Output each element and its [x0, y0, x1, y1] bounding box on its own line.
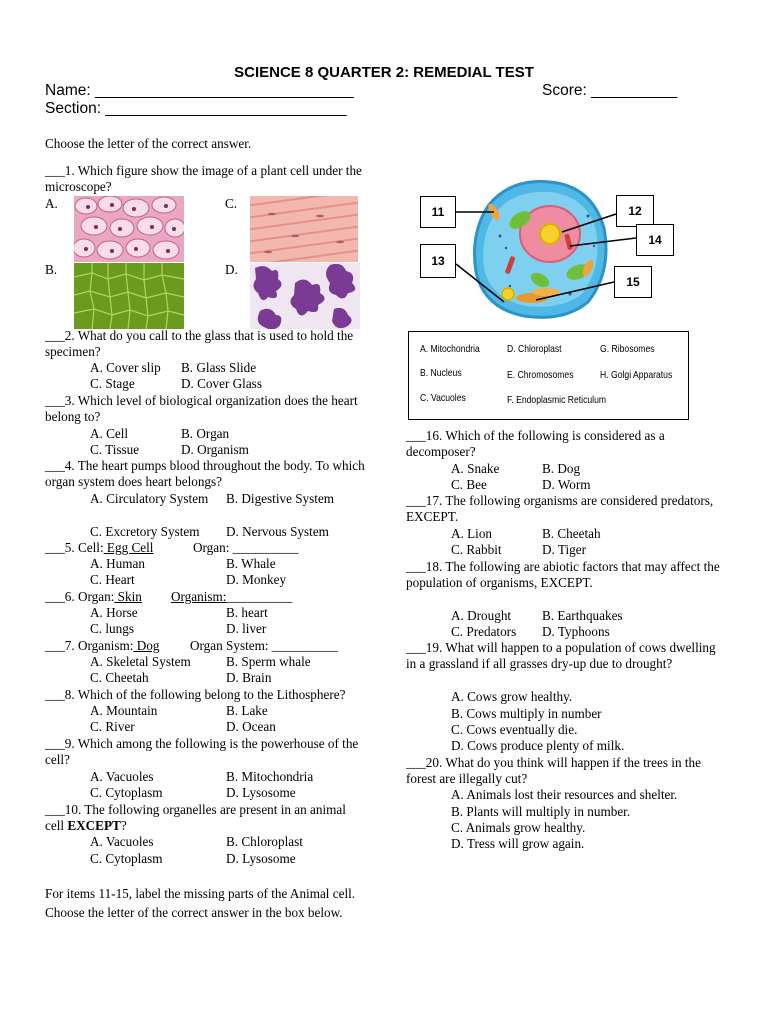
question-4: ___4. The heart pumps blood throughout the body. To which organ system does heart belongs? — [45, 458, 365, 490]
micrograph-a-image — [74, 196, 184, 262]
option-18-c: C. Predators — [451, 624, 517, 639]
question-5 — [45, 540, 153, 556]
option-1-b-label: B. — [45, 262, 58, 277]
option-2-d: D. Cover Glass — [181, 376, 262, 391]
question-6-prefix: ___6. Organ: — [45, 589, 115, 604]
option-17-c: C. Rabbit — [451, 542, 502, 557]
option-17-d: D. Tiger — [542, 542, 586, 557]
section-field-line: Section: ____________________________ — [45, 100, 347, 117]
question-6-given: Skin — [114, 589, 142, 604]
question-10-cell: cell — [45, 818, 68, 833]
option-5-c: C. Heart — [90, 572, 135, 587]
option-17-a: A. Lion — [451, 526, 493, 541]
question-7-blank: Organ System: __________ — [190, 638, 338, 653]
option-7-c: C. Cheetah — [90, 670, 149, 685]
legend-c: C. Vacuoles — [420, 392, 466, 404]
question-6-blank — [171, 589, 292, 605]
option-10-a: A. Vacuoles — [90, 834, 154, 849]
answer-blank: ___ — [45, 163, 65, 178]
option-20-b: B. Plants will multiply in number. — [451, 804, 631, 819]
question-10-line1: ___10. The following organelles are present in an animal — [45, 802, 346, 817]
option-19-a: A. Cows grow healthy. — [451, 689, 573, 704]
option-18-a: A. Drought — [451, 608, 512, 623]
option-1-a-label: A. — [45, 196, 58, 211]
option-16-b: B. Dog — [542, 461, 581, 476]
question-6 — [45, 589, 142, 605]
option-6-b: B. heart — [226, 605, 268, 620]
question-10-line2 — [45, 818, 127, 834]
option-20-d: D. Tress will grow again. — [451, 836, 585, 851]
question-5-blank: Organ: __________ — [193, 540, 299, 555]
question-9: ___9. Which among the following is the powerhouse of the cell? — [45, 736, 359, 768]
instructions: Choose the letter of the correct answer. — [45, 136, 252, 151]
option-3-c: C. Tissue — [90, 442, 140, 457]
option-3-b: B. Organ — [181, 426, 230, 441]
question-5-given: Egg Cell — [103, 540, 154, 555]
micrograph-b-image — [74, 263, 184, 329]
diagram-label-15: 15 — [614, 266, 652, 298]
option-9-b: B. Mitochondria — [226, 769, 314, 784]
question-2: ___2. What do you call to the glass that is used to hold the specimen? — [45, 328, 354, 360]
question-7-given: Dog — [133, 638, 160, 653]
option-4-c: C. Excretory System — [90, 524, 200, 539]
question-10-except: EXCEPT — [67, 818, 121, 833]
option-5-d: D. Monkey — [226, 572, 287, 587]
option-18-d: D. Typhoons — [542, 624, 610, 639]
legend-h: H. Golgi Apparatus — [600, 369, 673, 381]
question-5-prefix: ___5. Cell: — [45, 540, 104, 555]
legend-a: A. Mitochondria — [420, 343, 480, 355]
option-7-d: D. Brain — [226, 670, 272, 685]
micrograph-d-image — [250, 263, 360, 329]
option-2-b: B. Glass Slide — [181, 360, 257, 375]
option-7-b: B. Sperm whale — [226, 654, 311, 669]
question-6-blank-line: __________ — [226, 589, 293, 604]
option-3-d: D. Organism — [181, 442, 249, 457]
question-3: ___3. Which level of biological organization does the heart belong to? — [45, 393, 358, 425]
question-7 — [45, 638, 159, 654]
option-9-a: A. Vacuoles — [90, 769, 154, 784]
question-7-prefix: ___7. Organism: — [45, 638, 134, 653]
test-title: SCIENCE 8 QUARTER 2: REMEDIAL TEST — [234, 64, 534, 81]
option-10-b: B. Chloroplast — [226, 834, 303, 849]
legend-d: D. Chloroplast — [507, 343, 562, 355]
option-10-d: D. Lysosome — [226, 851, 296, 866]
option-8-c: C. River — [90, 719, 135, 734]
option-20-a: A. Animals lost their resources and shelter. — [451, 787, 678, 802]
option-4-d: D. Nervous System — [226, 524, 329, 539]
option-17-b: B. Cheetah — [542, 526, 601, 541]
question-19: ___19. What will happen to a population of cows dwelling in a grassland if all grasses dry-up due to drought? — [406, 640, 716, 672]
question-6-organism-label: Organism: — [171, 589, 227, 604]
option-20-c: C. Animals grow healthy. — [451, 820, 586, 835]
legend-e: E. Chromosomes — [507, 369, 574, 381]
question-16: ___16. Which of the following is considered as a decomposer? — [406, 428, 665, 460]
option-6-c: C. lungs — [90, 621, 134, 636]
items-11-15-instructions: For items 11-15, label the missing parts of the Animal cell. Choose the letter of the correct answer in the box below. — [45, 886, 356, 920]
option-4-a: A. Circulatory System — [90, 491, 209, 506]
question-1 — [45, 163, 365, 196]
option-18-b: B. Earthquakes — [542, 608, 623, 623]
option-4-b: B. Digestive System — [226, 491, 335, 506]
question-10-mark: ? — [120, 818, 127, 833]
option-1-d-label: D. — [225, 262, 238, 277]
option-16-d: D. Worm — [542, 477, 591, 492]
answer-choices-box — [408, 331, 689, 420]
legend-g: G. Ribosomes — [600, 343, 655, 355]
option-8-b: B. Lake — [226, 703, 268, 718]
name-field-line: Name: ______________________________ — [45, 82, 354, 99]
option-1-c-label: C. — [225, 196, 238, 211]
option-6-a: A. Horse — [90, 605, 138, 620]
option-3-a: A. Cell — [90, 426, 129, 441]
option-19-b: B. Cows multiply in number — [451, 706, 602, 721]
option-9-d: D. Lysosome — [226, 785, 296, 800]
diagram-label-13: 13 — [420, 244, 456, 278]
legend-f: F. Endoplasmic Reticulum — [507, 394, 607, 406]
question-1-text: 1. Which figure show the image of a plant cell under the microscope? — [45, 163, 362, 195]
option-7-a: A. Skeletal System — [90, 654, 191, 669]
option-6-d: D. liver — [226, 621, 267, 636]
diagram-label-12: 12 — [616, 195, 654, 227]
diagram-label-14: 14 — [636, 224, 674, 256]
diagram-label-11: 11 — [420, 196, 456, 228]
question-18: ___18. The following are abiotic factors that may affect the population of organisms, EXCEPT. — [406, 559, 720, 591]
option-10-c: C. Cytoplasm — [90, 851, 163, 866]
option-8-d: D. Ocean — [226, 719, 276, 734]
option-16-c: C. Bee — [451, 477, 487, 492]
option-19-d: D. Cows produce plenty of milk. — [451, 738, 625, 753]
question-17: ___17. The following organisms are considered predators, EXCEPT. — [406, 493, 714, 525]
score-field-line: Score: __________ — [542, 82, 678, 99]
question-20: ___20. What do you think will happen if the trees in the forest are illegally cut? — [406, 755, 701, 787]
legend-b: B. Nucleus — [420, 367, 462, 379]
option-5-b: B. Whale — [226, 556, 276, 571]
micrograph-c-image — [250, 196, 358, 262]
option-2-c: C. Stage — [90, 376, 135, 391]
question-8: ___8. Which of the following belong to the Lithosphere? — [45, 687, 346, 702]
option-19-c: C. Cows eventually die. — [451, 722, 578, 737]
option-5-a: A. Human — [90, 556, 145, 571]
option-8-a: A. Mountain — [90, 703, 158, 718]
option-9-c: C. Cytoplasm — [90, 785, 163, 800]
option-2-a: A. Cover slip — [90, 360, 161, 375]
option-16-a: A. Snake — [451, 461, 500, 476]
